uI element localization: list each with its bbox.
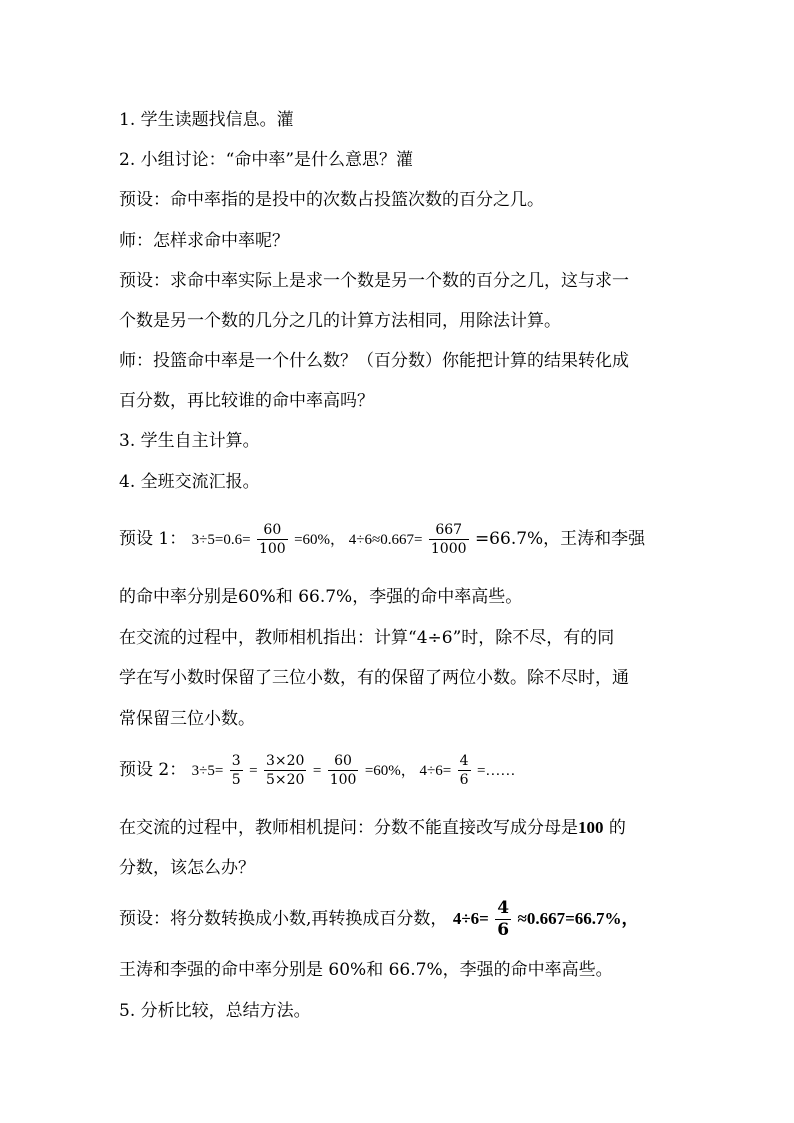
preset-2-expr-b: = xyxy=(249,763,258,779)
fraction-numerator: 667 xyxy=(429,523,469,540)
preset-2-expr-e: =…… xyxy=(476,763,516,779)
preset-3-conclusion: 王涛和李强的命中率分别是 60%和 66.7%，李强的命中率高些。 xyxy=(119,960,613,980)
preset-3-expr-b: ≈0.667=66.7%， xyxy=(517,909,639,928)
fraction-denominator: 6 xyxy=(459,772,469,788)
step-5-text: 5. 分析比较，总结方法。 xyxy=(119,1001,311,1021)
teacher-question2-line1 xyxy=(119,816,626,840)
preset-3-label: 预设：将分数转换成小数,再转换成百分数， xyxy=(119,909,448,929)
fraction-60-100 xyxy=(257,523,288,556)
teacher-question2-line2: 分数，该怎么办？ xyxy=(119,858,255,878)
preset-1-label: 预设 1： xyxy=(119,529,187,549)
fraction-denominator: 6 xyxy=(497,920,510,940)
fraction-denominator: 100 xyxy=(329,772,357,788)
fraction-denominator: 5×20 xyxy=(265,772,305,788)
teacher-question2-end: 的 xyxy=(603,818,626,838)
preset-2-equation xyxy=(119,746,515,795)
preset-1-expr-a: 3÷5=0.6= xyxy=(191,532,251,548)
fraction-numerator: 4 xyxy=(497,898,510,918)
fraction-numerator: 60 xyxy=(328,754,359,771)
teacher-question-text: 师：怎样求命中率呢？ xyxy=(119,231,289,251)
fraction-60-100 xyxy=(328,754,359,787)
teacher-note-line1: 在交流的过程中，教师相机指出：计算“4÷6”时，除不尽，有的同 xyxy=(119,628,615,648)
fraction-3-5 xyxy=(230,754,243,787)
fraction-denominator: 5 xyxy=(231,772,241,788)
preset-3-expr-a: 4÷6= xyxy=(452,909,489,928)
teacher-prompt-line2: 百分数，再比较谁的命中率高吗？ xyxy=(119,391,374,411)
preset-3-equation xyxy=(119,892,639,946)
fraction-667-1000 xyxy=(429,523,469,556)
fraction-numerator: 3×20 xyxy=(265,753,305,769)
step-4-text: 4. 全班交流汇报。 xyxy=(119,472,260,492)
fraction-3x20-5x20 xyxy=(264,754,306,787)
fraction-denominator: 1000 xyxy=(430,541,467,557)
teacher-prompt-line1: 师：投篮命中率是一个什么数？（百分数）你能把计算的结果转化成 xyxy=(119,351,629,371)
fraction-4-6-bold xyxy=(495,900,511,939)
step-1-text: 1. 学生读题找信息。灌 xyxy=(119,110,294,130)
preset-1-equation xyxy=(119,515,645,564)
preset-2-expr-c: = xyxy=(312,763,322,779)
preset-1-expr-b: =60%， 4÷6≈0.667= xyxy=(294,532,423,548)
fraction-numerator: 4 xyxy=(459,753,469,769)
fraction-numerator: 60 xyxy=(257,523,288,540)
step-2-text: 2. 小组讨论：“命中率”是什么意思？灌 xyxy=(119,150,414,170)
number-100: 100 xyxy=(578,818,604,837)
fraction-numerator: 3 xyxy=(231,753,241,769)
preset-answer-text: 预设：命中率指的是投中的次数占投篮次数的百分之几。 xyxy=(119,190,544,210)
preset-2-label: 预设 2： xyxy=(119,760,187,780)
preset-1-expr-c: =66.7%，王涛和李强 xyxy=(474,529,646,549)
preset-explanation-line2: 个数是另一个数的几分之几的计算方法相同，用除法计算。 xyxy=(119,311,561,331)
preset-2-expr-d: =60%， 4÷6= xyxy=(364,763,452,779)
preset-2-expr-a: 3÷5= xyxy=(191,763,224,779)
teacher-question2-text: 在交流的过程中，教师相机提问：分数不能直接改写成分母是 xyxy=(119,818,578,838)
teacher-note-line2: 学在写小数时保留了三位小数，有的保留了两位小数。除不尽时，通 xyxy=(119,668,629,688)
fraction-denominator: 100 xyxy=(258,541,286,557)
fraction-4-6 xyxy=(458,754,471,787)
step-3-text: 3. 学生自主计算。 xyxy=(119,431,260,451)
preset-explanation-line1: 预设：求命中率实际上是求一个数是另一个数的百分之几，这与求一 xyxy=(119,271,629,291)
preset-1-conclusion: 的命中率分别是60%和 66.7%，李强的命中率高些。 xyxy=(119,587,523,607)
teacher-note-line3: 常保留三位小数。 xyxy=(119,709,255,729)
